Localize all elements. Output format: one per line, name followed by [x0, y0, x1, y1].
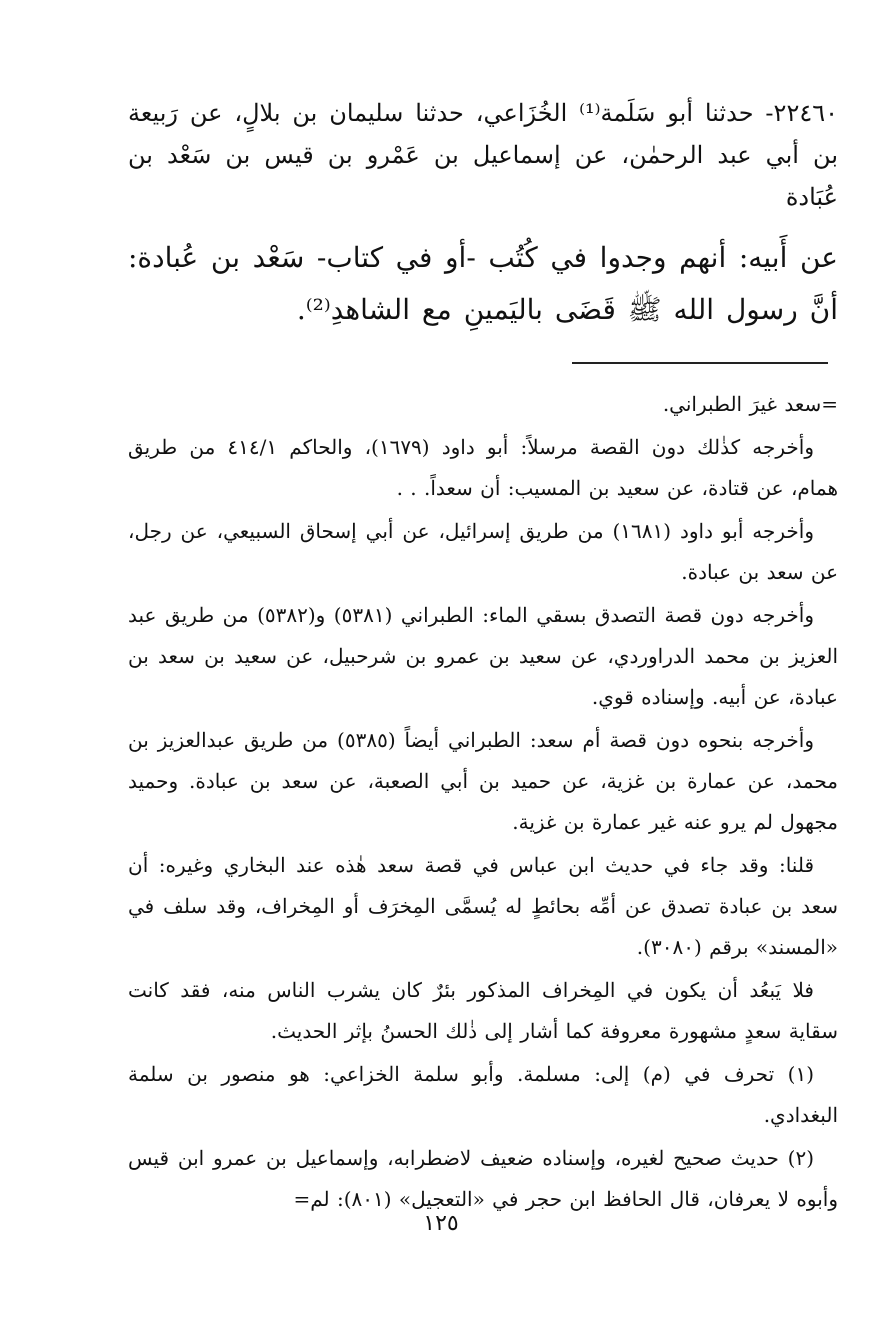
- footnote-paragraph: وأخرجه أبو داود (١٦٨١) من طريق إسرائيل، عن أبي إسحاق السبيعي، عن رجل، عن سعد بن عبادة.: [128, 519, 838, 584]
- footnote-paragraph: وأخرجه دون قصة التصدق بسقي الماء: الطبراني (٥٣٨١) و(٥٣٨٢) من طريق عبد العزيز بن محمد الدراوردي، عن سعيد بن عمرو بن شرحبيل، عن سعيد بن سعد بن عبادة، عن أبيه. وإسناده قوي.: [128, 603, 838, 709]
- hadith-isnad: ٢٢٤٦٠- حدثنا أبو سَلَمة⁽¹⁾ الخُزَاعي، حدثنا سليمان بن بلالٍ، عن رَبيعة بن أبي عبد الرحمٰن، عن إسماعيل بن عَمْرو بن قيس بن سَعْد بن عُبَادة: [128, 99, 838, 211]
- footnote-paragraph: وأخرجه كذٰلك دون القصة مرسلاً: أبو داود (١٦٧٩)، والحاكم ٤١٤/١ من طريق همام، عن قتادة، عن سعيد بن المسيب: أن سعداً. . .: [128, 435, 838, 500]
- footnote-separator: [572, 362, 828, 364]
- page-number: ١٢٥: [423, 1211, 459, 1236]
- footnote-paragraph: وأخرجه بنحوه دون قصة أم سعد: الطبراني أيضاً (٥٣٨٥) من طريق عبدالعزيز بن محمد، عن عمارة بن غزية، عن حميد بن أبي الصعبة، عن سعد بن عبادة. وحميد مجهول لم يرو عنه غير عمارة بن غزية.: [128, 728, 838, 834]
- footnotes-section: [128, 384, 838, 1222]
- footnote-paragraph: فلا يَبعُد أن يكون في المِخراف المذكور بئرٌ كان يشرب الناس منه، فقد كانت سقاية سعدٍ مشهورة معروفة كما أشار إلى ذٰلك الحسنُ بإثر الحديث.: [128, 978, 838, 1043]
- hadith-matn: عن أَبيه: أنهم وجدوا في كُتُب -أو في كتاب- سَعْد بن عُبادة: أنَّ رسول الله ﷺ قَضَى باليَمينِ مع الشاهدِ⁽²⁾.: [128, 241, 838, 326]
- footnote-paragraph: قلنا: وقد جاء في حديث ابن عباس في قصة سعد هٰذه عند البخاري وغيره: أن سعد بن عبادة تصدق عن أمِّه بحائطٍ له يُسمَّى المِخرَف أو المِخراف، وقد سلف في «المسند» برقم (٣٠٨٠).: [128, 853, 838, 959]
- footnote-2: (٢) حديث صحيح لغيره، وإسناده ضعيف لاضطرابه، وإسماعيل بن عمرو ابن قيس وأبوه لا يعرفان، قال الحافظ ابن حجر في «التعجيل» (٨٠١): لم=: [128, 1146, 838, 1211]
- footnote-1: (١) تحرف في (م) إلى: مسلمة. وأبو سلمة الخزاعي: هو منصور بن سلمة البغدادي.: [128, 1062, 838, 1127]
- footnote-continuation: =سعد غيرَ الطبراني.: [662, 392, 838, 416]
